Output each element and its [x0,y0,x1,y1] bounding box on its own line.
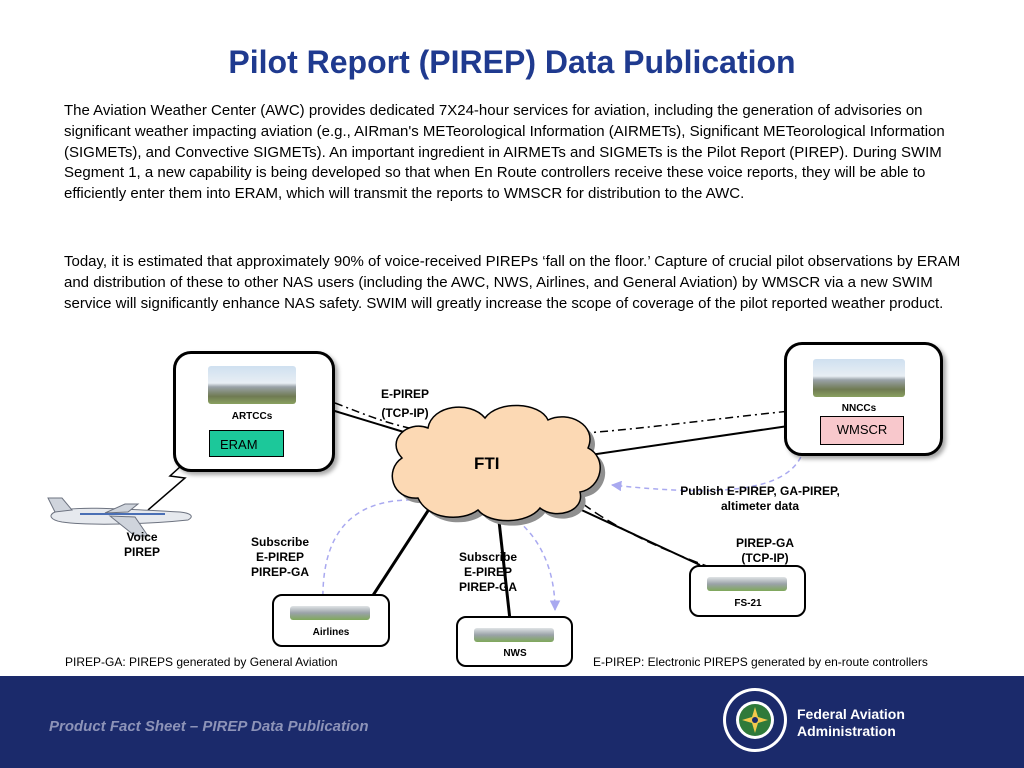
epirep-link-label [355,387,455,421]
epirep-link-line1: E-PIREP [380,387,429,401]
publish-line1: Publish E-PIREP, GA-PIREP, [680,484,840,498]
artcc-building-icon [208,366,296,404]
pirep-ga-line1: PIREP-GA [735,536,794,550]
safety-paragraph: Today, it is estimated that approximately 90% of voice-received PIREPs ‘fall on the floor.’ Capture of crucial pilot observations by ERAM and distribution of these to other NAS users (including the AWC, NWS, Airlines, and General Aviation) by WMSCR via a new SWIM service will significantly enhance NAS safety. SWIM will greatly increase the scope of coverage of the pilot reported weather product. [64,253,961,312]
pirep-ga-link-label [715,536,815,566]
nws-subscribe-line3: PIREP-GA [458,580,517,594]
footer-title: Product Fact Sheet – PIREP Data Publication [49,718,369,735]
faa-line1: Federal Aviation [797,706,905,722]
airlines-building-icon [290,606,370,620]
pirep-ga-line2: (TCP-IP) [741,551,789,565]
footnote-pirep-ga: PIREP-GA: PIREPS generated by General Aviation [65,655,338,669]
fs21-label: FS-21 [734,598,762,609]
airlines-fti-line [370,500,435,600]
airlines-label: Airlines [312,627,350,638]
intro-paragraph: The Aviation Weather Center (AWC) provides dedicated 7X24-hour services for aviation, including the generation of advisories on significant weather impacting aviation (e.g., AIRman's METeorological Information (AIRMETs), Significant METeorological Information (SIGMETs), and Convective SIGMETs). An important ingredient in AIRMETs and SIGMETs is the Pilot Report (PIREP). During SWIM Segment 1, a new capability is being developed so that when En Route controllers receive these voice reports, they will be able to efficiently enter them into ERAM, which will transmit the reports to WMSCR for distribution to the AWC. [64,102,945,203]
nws-building-icon [474,628,554,642]
nws-box [456,616,573,667]
eram-system: ERAM [209,430,284,457]
fs21-building-icon [707,577,787,591]
footnote-e-pirep: E-PIREP: Electronic PIREPS generated by en-route controllers [593,655,928,669]
publish-label [660,484,860,514]
wmscr-system: WMSCR [820,416,904,445]
voice-pirep-line2: PIREP [123,545,160,559]
publish-line2: altimeter data [720,499,800,513]
nws-subscribe-line2: E-PIREP [463,565,512,579]
nws-subscribe-line1: Subscribe [458,550,518,564]
airlines-subscribe-line2: E-PIREP [255,550,304,564]
voice-pirep-line1: Voice [126,530,158,544]
artcc-label: ARTCCs [231,411,273,422]
nws-label: NWS [503,648,527,659]
faa-line2: Administration [797,723,896,739]
page-title: Pilot Report (PIREP) Data Publication [228,44,796,80]
nncc-building-icon [813,359,905,397]
airlines-subscribe-arrow [323,500,420,605]
airlines-subscribe-line3: PIREP-GA [250,565,309,579]
airlines-subscribe-label [232,535,328,580]
voice-pirep-label [112,530,172,560]
nws-subscribe-label [440,550,536,595]
faa-agency-name [797,706,905,740]
fti-label: FTI [474,454,500,473]
fs21-box [689,565,806,617]
footer-bar [0,676,1024,768]
faa-seal-icon [722,687,788,753]
airlines-box [272,594,390,647]
nncc-label: NNCCs [841,403,877,414]
airlines-subscribe-line1: Subscribe [250,535,310,549]
epirep-link-line2: (TCP-IP) [381,406,429,420]
